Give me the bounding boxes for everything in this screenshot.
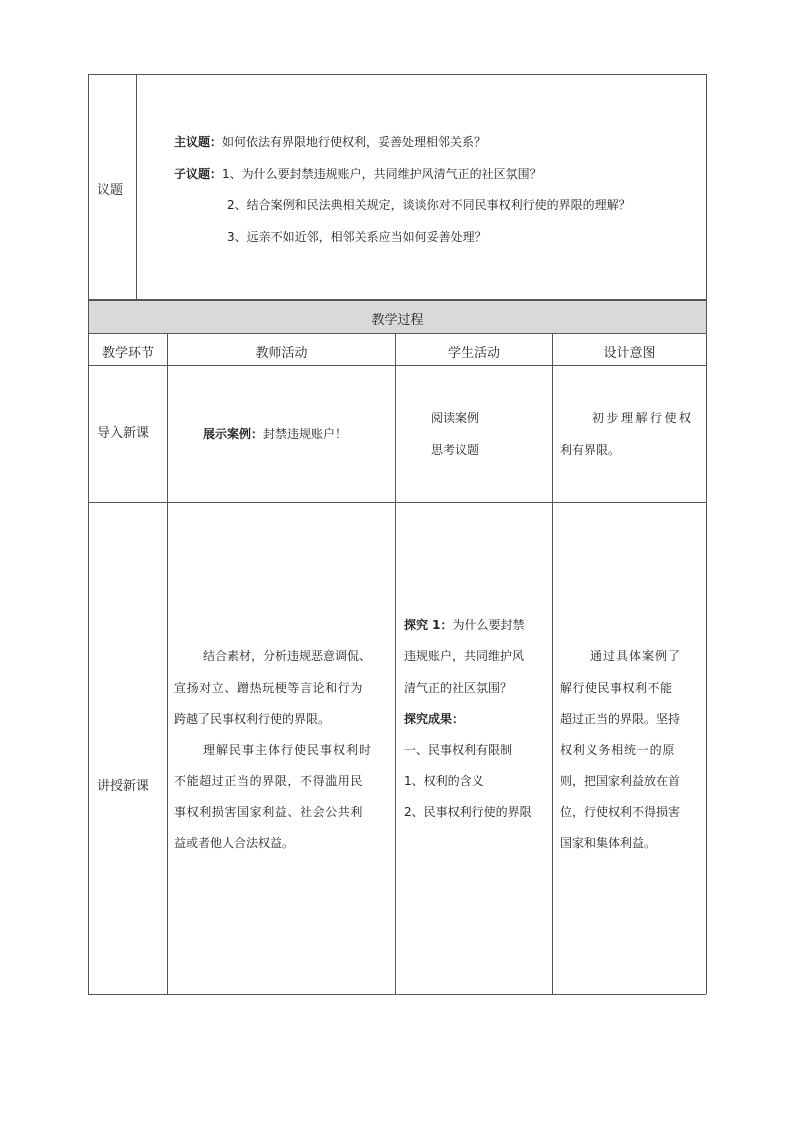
col-divider-3 — [552, 333, 553, 994]
row2-intent-4: 权利义务相统一的原 — [560, 743, 676, 757]
table-top-border — [88, 74, 706, 75]
col-header-stage: 教学环节 — [101, 346, 154, 361]
col-divider-1 — [167, 333, 168, 994]
table-left-border — [88, 74, 89, 994]
sub-topic-item-2: 2、结合案例和民法典相关规定，谈谈你对不同民事权利行使的界限的理解？ — [227, 198, 631, 212]
row2-teacher-4: 理解民事主体行使民事权利时 — [203, 743, 373, 757]
row2-intent-5: 则，把国家利益放在首 — [560, 774, 681, 788]
row1-intent-1: 初步理解行使权 — [592, 411, 694, 425]
row2-teacher-7: 益或者他人合法权益。 — [174, 836, 295, 850]
row2-student-q-2: 违规账户，共同维护风 — [404, 649, 525, 663]
row2-student-q-3: 清气正的社区氛围？ — [404, 681, 513, 695]
row1-student-1: 阅读案例 — [431, 411, 480, 425]
main-topic-prefix: 主议题： — [174, 135, 223, 149]
topic-divider — [136, 74, 137, 299]
col-header-student: 学生活动 — [447, 346, 500, 361]
sub-topic-item-3: 3、远亲不如近邻，相邻关系应当如何妥善处理？ — [227, 230, 487, 244]
row2-teacher-2: 宣扬对立、蹭热玩梗等言论和行为 — [174, 681, 364, 695]
row2-teacher-3: 跨越了民事权利行使的界限。 — [174, 712, 331, 726]
row1-teacher-text: 封禁违规账户！ — [263, 427, 348, 441]
row2-intent-7: 国家和集体利益。 — [560, 836, 657, 850]
row1-bottom — [88, 502, 706, 503]
row1-teacher — [203, 426, 347, 442]
row1-teacher-bold: 展示案例： — [203, 427, 264, 441]
row2-teacher-5: 不能超过正当的界限，不得滥用民 — [174, 774, 364, 788]
header-row-bottom — [88, 365, 706, 366]
row2-student-result-2: 1、权利的含义 — [404, 774, 484, 788]
table-right-border — [706, 74, 707, 994]
row2-student-q-1 — [404, 617, 525, 633]
row2-teacher-6: 事权利损害国家利益、社会公共利 — [174, 805, 364, 819]
row2-intent-6: 位，行使权利不得损害 — [560, 805, 681, 819]
col-header-teacher: 教师活动 — [255, 346, 308, 361]
row2-student-q-bold: 探究 1： — [404, 618, 453, 632]
topic-label: 议题 — [97, 183, 124, 198]
sub-topic-prefix: 子议题： — [174, 167, 223, 181]
main-topic-text: 如何依法有界限地行使权利，妥善处理相邻关系？ — [222, 135, 487, 149]
row1-intent-2: 利有界限。 — [560, 443, 621, 457]
main-topic — [174, 134, 486, 150]
row2-student-q-text-1: 为什么要封禁 — [452, 618, 525, 632]
row2-stage: 讲授新课 — [97, 779, 150, 794]
row2-intent-3: 超过正当的界限。坚持 — [560, 712, 681, 726]
row1-student-2: 思考议题 — [431, 443, 480, 457]
row2-student-result-3: 2、民事权利行使的界限 — [404, 805, 532, 819]
row2-intent-1: 通过具体案例了 — [590, 649, 682, 663]
row2-intent-2: 解行使民事权利不能 — [560, 681, 673, 695]
sub-topic-1 — [174, 166, 542, 182]
process-title: 教学过程 — [371, 313, 424, 328]
row2-teacher-1: 结合素材，分析违规恶意调侃、 — [203, 649, 372, 663]
sub-topic-item-1: 1、为什么要封禁违规账户，共同维护风清气正的社区氛围？ — [222, 167, 542, 181]
row2-student-result-1: 一、民事权利有限制 — [404, 743, 513, 757]
process-title-bottom — [88, 333, 706, 334]
row1-stage: 导入新课 — [97, 426, 150, 441]
col-header-intent: 设计意图 — [603, 346, 656, 361]
row2-student-result-label: 探究成果： — [404, 712, 465, 726]
col-divider-2 — [395, 333, 396, 994]
table-bottom-border — [88, 994, 706, 995]
